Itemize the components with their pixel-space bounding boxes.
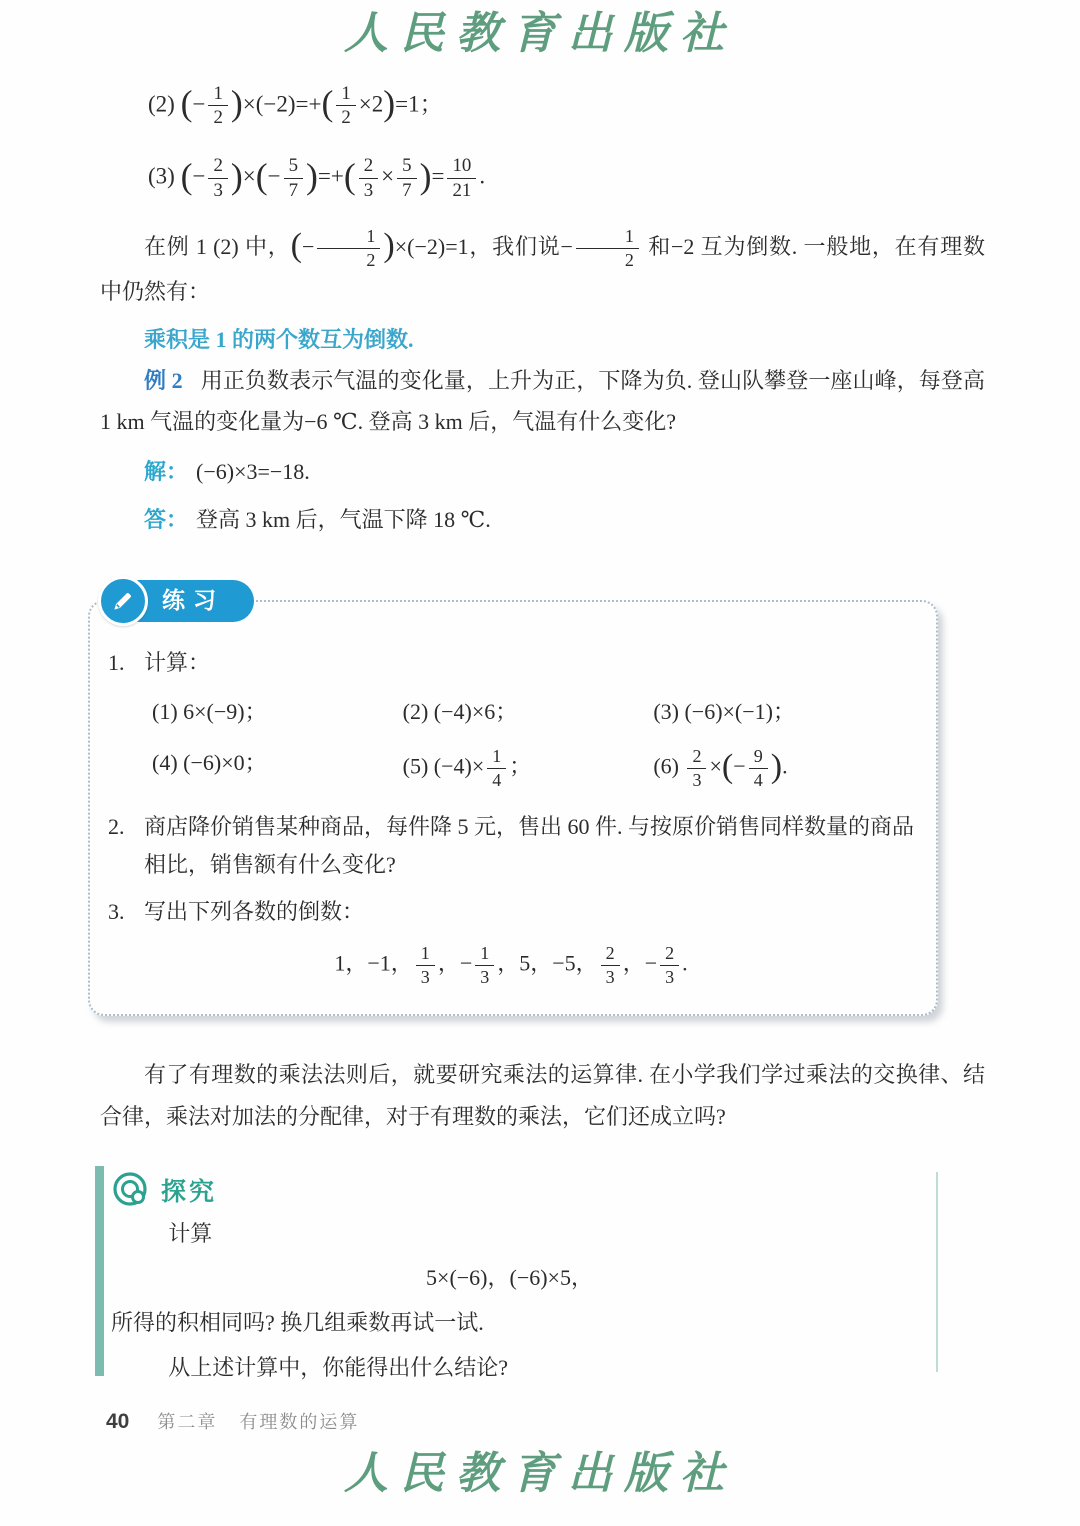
example2-label: 例 2 xyxy=(144,367,183,393)
multiplication-laws-paragraph: 有了有理数的乘法法则后，就要研究乘法的运算律. 在小学我们学过乘法的交换律、结合律，乘法对加法的分配律，对于有理数的乘法，它们还成立吗? xyxy=(100,1061,985,1129)
answer-text: 登高 3 km 后，气温下降 18 ℃. xyxy=(196,506,491,532)
practice-item-1 xyxy=(108,644,914,683)
explore-question-line-1: 所得的积相同吗? 换几组乘数再试一试. xyxy=(111,1309,484,1335)
publisher-watermark-top: 人民教育出版社 xyxy=(344,8,736,59)
reciprocal-rule: 乘积是 1 的两个数互为倒数. xyxy=(144,326,414,352)
reciprocal-numbers-line: 1，−1， $\frac{1}{3}$ ，− $\frac{1}{3}$ ，5，−5， $\frac{2}{3}$ ，− $\frac{2}{3}$ . xyxy=(334,943,688,988)
solution-label: 解： xyxy=(144,459,189,485)
practice-item-2-text: 商店降价销售某种商品，每件降 5 元，售出 60 件. 与按原价销售同样数量的商品相比，销售额有什么变化? xyxy=(144,813,915,878)
chapter-title: 有理数的运算 xyxy=(239,1412,360,1433)
page-footer xyxy=(100,1408,985,1434)
practice-item-3 xyxy=(108,893,914,932)
page-content xyxy=(0,83,1080,1434)
calc-problem-6: (6) $\frac{2}{3}$ ×(− $\frac{9}{4}$ ). xyxy=(653,746,788,791)
publisher-watermark-bottom: 人民教育出版社 xyxy=(344,1448,736,1500)
explore-equation-line: 5×(−6)，(−6)×5， xyxy=(426,1265,593,1291)
answer-line xyxy=(100,501,985,538)
calc-problems-grid xyxy=(108,686,914,800)
explore-icon xyxy=(111,1170,151,1210)
equation-3: (3) (− $\frac{2}{3}$ )×(− $\frac{5}{7}$ )=+( $\frac{2}{3}$ × $\frac{5}{7}$ )= $\frac{10}{21}$ . xyxy=(148,155,486,201)
calc-problem-1: (1) 6×(−9)； xyxy=(152,699,267,725)
calc-problem-2: (2) (−4)×6； xyxy=(402,699,518,725)
reciprocal-intro-paragraph: 在例 1 (2) 中，(− $\frac{1}{2}$ )×(−2)=1，我们说− $\frac{1}{2}$ 和−2 互为倒数. 一般地，在有理数中仍然有： xyxy=(100,226,985,304)
example2-text: 用正负数表示气温的变化量，上升为正，下降为负. 登山队攀登一座山峰，每登高 1 km 气温的变化量为−6 ℃. 登高 3 km 后，气温有什么变化? xyxy=(100,367,985,435)
equation-2: (2) (− $\frac{1}{2}$ )×(−2)=+( $\frac{1}{2}$ ×2)=1； xyxy=(148,82,443,129)
calc-problem-4: (4) (−6)×0； xyxy=(152,750,267,776)
explore-calc-line: 计算 xyxy=(168,1220,213,1246)
explore-title: 探究 xyxy=(161,1177,218,1206)
solution-line xyxy=(100,453,985,490)
practice-item-3-text: 写出下列各数的倒数： xyxy=(144,898,365,924)
answer-label: 答： xyxy=(144,506,189,532)
explore-header xyxy=(111,1170,908,1210)
explore-box xyxy=(95,1164,938,1395)
practice-item-1-number: 1. xyxy=(108,649,125,675)
pencil-icon xyxy=(98,576,148,626)
practice-title: 练习 xyxy=(118,580,254,621)
practice-item-2 xyxy=(108,808,914,885)
page-number: 40 xyxy=(106,1410,130,1434)
practice-box xyxy=(88,587,938,1016)
calc-problem-3: (3) (−6)×(−1)； xyxy=(653,699,795,725)
practice-item-1-text: 计算： xyxy=(144,649,211,675)
calc-problem-5: (5) (−4)× $\frac{1}{4}$ ； xyxy=(402,746,532,791)
solution-expression: (−6)×3=−18. xyxy=(196,459,310,485)
practice-item-2-number: 2. xyxy=(108,813,125,839)
explore-question-line-2: 从上述计算中，你能得出什么结论? xyxy=(168,1354,508,1380)
practice-item-3-number: 3. xyxy=(108,898,125,924)
example2-paragraph xyxy=(100,360,985,444)
chapter-label: 第二章 xyxy=(157,1412,218,1433)
practice-badge xyxy=(98,576,254,626)
